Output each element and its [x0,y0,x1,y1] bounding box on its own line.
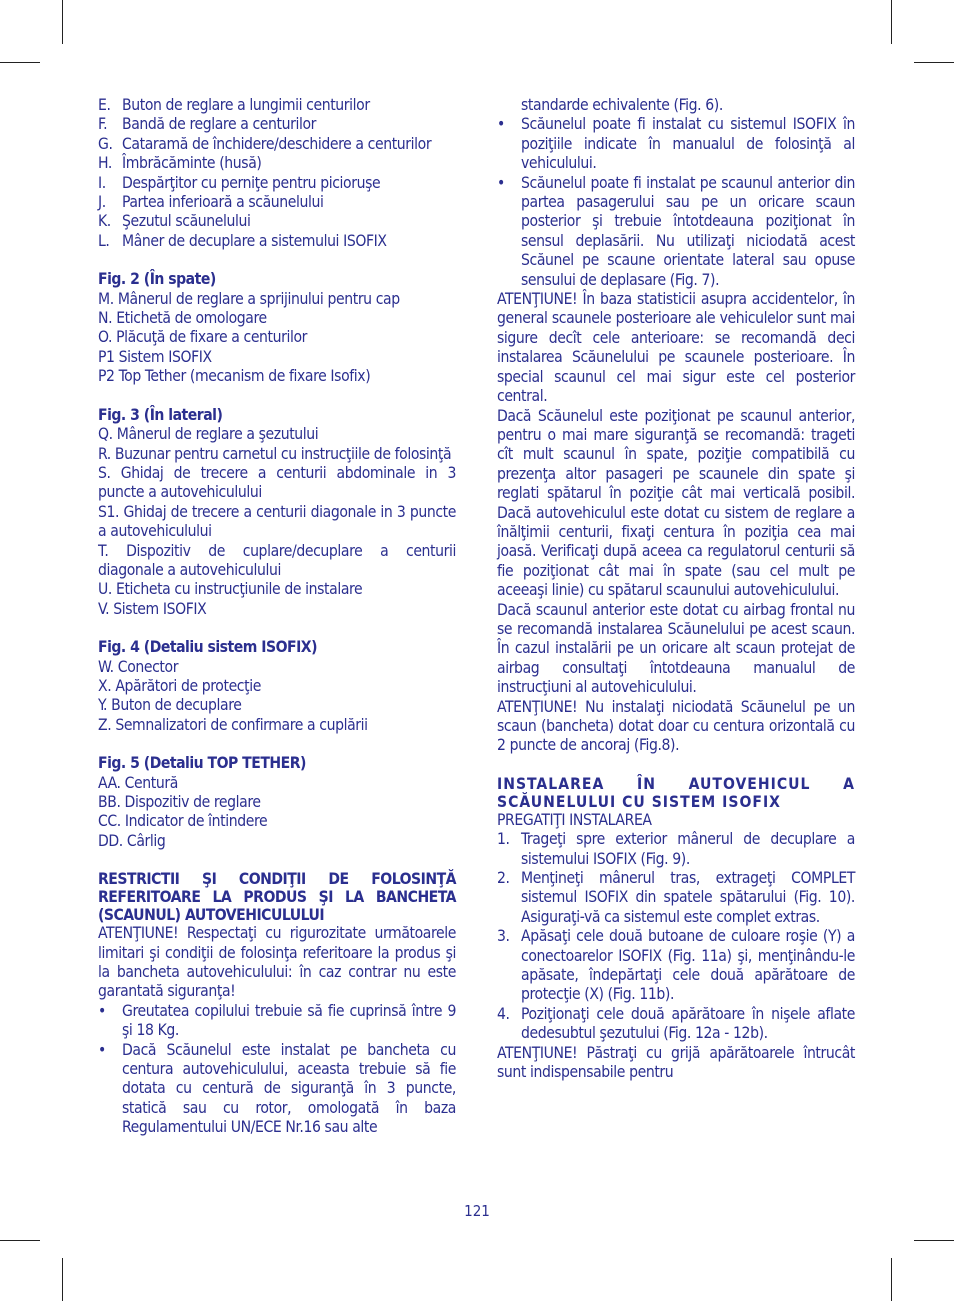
install-heading: INSTALAREA ÎN AUTOVEHICUL A SCĂUNELULUI CU SISTEM ISOFIX [497,774,855,811]
list-item: F. Bandă de reglare a centurilor [98,115,317,134]
fig5-heading: Fig. 5 (Detaliu TOP TETHER) [98,754,306,773]
fig4-line: Z. Semnalizatori de confirmare a cuplării [98,715,368,734]
fig5-line: BB. Dispozitiv de reglare [98,793,261,811]
fig5-line: DD. Cârlig [98,831,166,850]
bullet-item: • Dacă Scăunelul este instalat pe bancheta cu centura autovehiculului, aceasta trebuie să fie dotata cu centură de siguranţă în 3 puncte, statică sau cu rotor, omologată în baza Regulamentului UN/ECE Nr.16 sau alte [98,1040,456,1137]
list-item: K. Şezutul scăunelului [98,212,251,231]
bullet-item: • Greutatea copilului trebuie să fie cuprinsă între 9 şi 18 Kg. [98,1001,456,1040]
fig3-line: S. Ghidaj de trecere a centurii abdominale in 3 puncte a autovehiculului [98,463,456,502]
page-number: 121 [464,1202,490,1220]
fig3-line: U. Eticheta cu instrucţiunile de instalare [98,580,363,599]
fig2-line: P2 Top Tether (mecanism de fixare Isofix) [98,367,371,386]
crop-mark [0,1240,40,1241]
crop-mark [62,0,63,44]
crop-mark [891,0,892,44]
list-item: I. Despărţitor cu perniţe pentru picioruşe [98,173,381,192]
paragraph: Dacă Scăunelul este poziţionat pe scaunul anterior, pentru o mai mare siguranţă se recomandă: trageti cît mult scaunul în spate, poziţie compatibilă cu prezenţa altor pasageri pe scaunele din spate şi reglati spătarul în poziţie cât mai verticală posibil. Dacă autovehiculul este dotat cu sistem de reglare a înălţimii centurii, fixaţi centura în poziţia cea mai joasă. Verificaţi după aceea ca regulatorul centurii să fie poziţionat cât mai în spate (sau cel mult pe aceeaşi linie) cu spătarul scaunului autovehiculului. [497,406,855,600]
fig2-line: N. Etichetă de omologare [98,309,267,328]
fig4-heading: Fig. 4 (Detaliu sistem ISOFIX) [98,638,318,657]
fig4-line: W. Conector [98,657,179,676]
left-column [98,96,456,1138]
continued-line: standarde echivalente (Fig. 6). [521,96,723,114]
step-item: 4. Poziţionaţi cele două apărătoare în nişele aflate dedesubtul şezutului (Fig. 12a - 12b). [497,1004,855,1043]
fig5-line: CC. Indicator de întindere [98,812,268,831]
list-item: H. Îmbrăcăminte (husă) [98,154,262,173]
fig3-line: T. Dispozitiv de cuplare/decuplare a centurii diagonale a autovehiculului [98,541,456,579]
list-item: E. Buton de reglare a lungimii centurilor [98,96,370,114]
fig3-line: V. Sistem ISOFIX [98,599,207,618]
fig4-line: Y. Buton de decuplare [98,696,242,715]
bullet-item: • Scăunelul poate fi instalat pe scaunul anterior din partea pasagerului sau pe un oricare scaun posterior şi trebuie întotdeauna poziţionat în sensul deplasării. Nu utilizaţi niciodată acest Scăunel pe scaune orientate lateral sau opuse sensului de deplasare (Fig. 7). [497,173,855,289]
fig2-heading: Fig. 2 (În spate) [98,270,216,289]
bullet-item: • Scăunelul poate fi instalat cu sistemul ISOFIX în poziţiile indicate în manualul de folosinţă al vehiculului. [497,115,855,173]
crop-mark [0,62,40,63]
fig3-line: R. Buzunar pentru carnetul cu instrucţiile de folosinţă [98,444,452,463]
crop-mark [914,1240,954,1241]
fig2-line: P1 Sistem ISOFIX [98,347,212,366]
fig3-line: S1. Ghidaj de trecere a centurii diagonale in 3 puncte a autovehiculului [98,502,456,541]
paragraph: Dacă scaunul anterior este dotat cu airbag frontal nu se recomandă instalarea Scăunelului pe acest scaun. În cazul instalării pe un oricare alt scaun protejat de airbag consultaţi întotdeauna manualul de instrucţiuni al autovehiculului. [497,600,855,697]
crop-mark [62,1258,63,1301]
restrictions-paragraph: ATENŢIUNE! Respectaţi cu rigurozitate următoarele limitari şi condiţii de folosinţa referitoare la produs şi la bancheta autovehiculului: în caz contrar nu este garantată siguranţa! [98,924,456,1001]
fig5-line: AA. Centură [98,773,178,792]
list-item: J. Partea inferioară a scăunelului [98,193,324,212]
paragraph: ATENŢIUNE! În baza statisticii asupra accidentelor, în general scaunele posterioare ale vehiculelor sunt mai sigure decît cele anterioare: se recomandă deci instalarea Scăunelului pe scaunele posterioare. În special scaunul cel mai sigur este cel posterior central. [497,290,855,406]
fig2-line: O. Plăcuţă de fixare a centurilor [98,328,308,347]
step-item: 3. Apăsaţi cele două butoane de culoare roşie (Y) a conectoarelor ISOFIX (Fig. 11a) şi, menţinându-le apăsate, îndepărtaţi cele două apărătoare de protecţie (X) (Fig. 11b). [497,927,855,1004]
step-item: 1. Trageţi spre exterior mânerul de decuplare a sistemului ISOFIX (Fig. 9). [497,830,855,868]
step-item: 2. Menţineţi mânerul tras, extrageţi COMPLET sistemul ISOFIX din spatele spătarului (Fig. 10). Asiguraţi-vă ca sistemul este complet extras. [497,869,855,926]
crop-mark [914,62,954,63]
right-column [497,96,855,1083]
paragraph: ATENŢIUNE! Nu instalaţi niciodată Scăunelul pe un scaun (bancheta) dotat doar cu centura orizontală cu 2 puncte de ancoraj (Fig.8). [497,697,855,755]
fig3-heading: Fig. 3 (În lateral) [98,405,223,424]
list-item: G. Cataramă de închidere/deschidere a centurilor [98,134,432,153]
list-item: L. Mâner de decuplare a sistemului ISOFIX [98,231,387,250]
restrictions-heading: RESTRICTII ŞI CONDIŢII DE FOLOSINŢĂ REFERITOARE LA PRODUS ŞI LA BANCHETA (SCAUNUL) AUTOVEHICULULUI [98,870,456,925]
fig4-line: X. Apărători de protecţie [98,676,261,695]
fig3-line: Q. Mânerul de reglare a şezutului [98,425,319,444]
install-subheading: PREGATIŢI INSTALAREA [497,810,652,829]
parts-list [98,96,456,251]
paragraph: ATENŢIUNE! Păstraţi cu grijă apărătoarele întrucât sunt indispensabile pentru [497,1043,855,1082]
crop-mark [891,1258,892,1301]
fig2-line: M. Mânerul de reglare a sprijinului pentru cap [98,289,400,308]
